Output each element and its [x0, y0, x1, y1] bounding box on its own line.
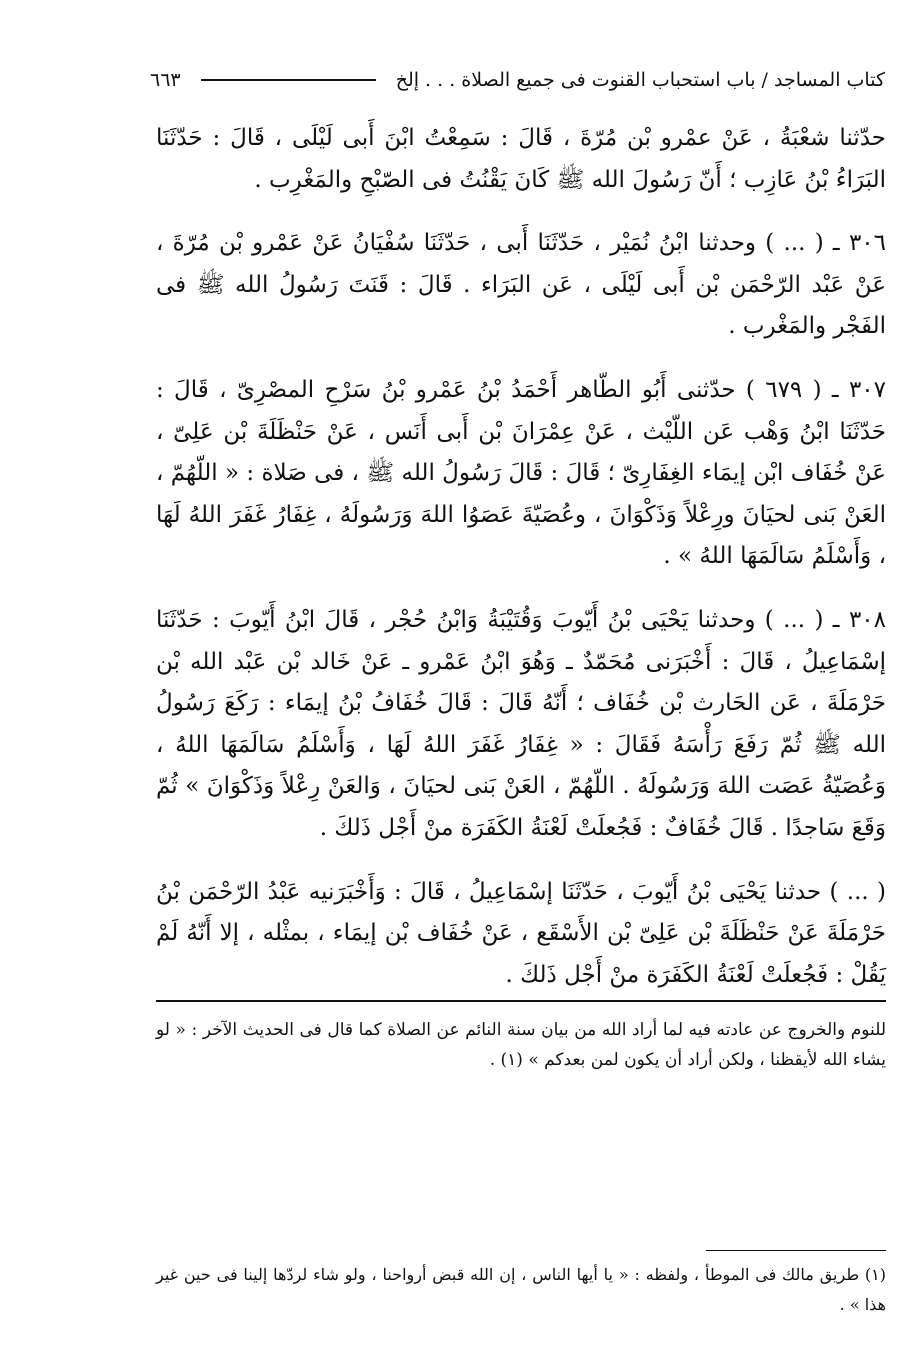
- hadith-308-variant: ( ... ) حدثنا يَحْيَى بْنُ أَيّوبَ ، حَدّثَنَا إسْمَاعِيلُ ، قَالَ : وَأَخْبَرَنيه عَبْدُ الرّحْمَن بْنُ حَرْمَلَةَ عَنْ حَنْظَلَةَ بْن عَلِىّ بْن الأَسْقَع ، عَنْ خُفَاف بْن إيمَاء ، بمثْله ، إلا أَنّهُ لَمْ يَقُلْ : فَجُعلَتْ لَعْنَةُ الكَفَرَة منْ أَجْل ذَلكَ .: [156, 878, 886, 988]
- commentary-divider: [156, 1000, 886, 1002]
- hadith-308: ٣٠٨ ـ ( ... ) وحدثنا يَحْيَى بْنُ أَيّوبَ وَقُتَيْبَةُ وَابْنُ حُجْر ، قَالَ ابْنُ أَيّوبَ : حَدّثَنَا إسْمَاعِيلُ ، قَالَ : أَخْبَرَنى مُحَمّدٌ ـ وَهُوَ ابْنُ عَمْرو ـ عَنْ خَالد بْن عَبْد الله بْن حَرْمَلَةَ ، عَن الحَارث بْن خُفَاف ؛ أَنّهُ قَالَ : قَالَ خُفَافُ بْنُ إيمَاء : رَكَعَ رَسُولُ الله ﷺ ثُمّ رَفَعَ رَأْسَهُ فَقَالَ : « غِفَارُ غَفَرَ اللهُ لَهَا ، وَأَسْلَمُ سَالَمَهَا اللهُ ، وَعُصَيّةُ عَصَت اللهَ وَرَسُولَهُ . اللّهُمّ ، العَنْ بَنى لحيَانَ ، وَالعَنْ رِعْلاً وَذَكْوَانَ » ثُمّ وَقَعَ سَاجدًا . قَالَ خُفَافٌ : فَجُعلَتْ لَعْنَةُ الكَفَرَة منْ أَجْل ذَلكَ .: [156, 606, 886, 841]
- hadith-307: ٣٠٧ ـ ( ٦٧٩ ) حدّثنى أَبُو الطّاهر أَحْمَدُ بْنُ عَمْرو بْنُ سَرْحِ المصْرِىّ ، قَالَ : حَدّثَنَا ابْنُ وَهْب عَن اللّيْث ، عَنْ عِمْرَانَ بْن أَبى أَنَس ، عَنْ حَنْظَلَةَ بْن عَلِىّ ، عَنْ خُفَاف ابْن إيمَاء الغِفَارِىّ ؛ قَالَ : قَالَ رَسُولُ الله ﷺ ، فى صَلاة : « اللّهُمّ ، العَنْ بَنى لحيَانَ ورِعْلاً وَذَكْوَانَ ، وعُصَيّةَ عَصَوُا اللهَ وَرَسُولَهُ ، غِفَارُ غَفَرَ اللهُ لَهَا ، وَأَسْلَمُ سَالَمَهَا اللهُ » .: [156, 376, 886, 570]
- commentary-text: للنوم والخروج عن عادته فيه لما أراد الله من بيان سنة النائم عن الصلاة كما قال فى الحديث الآخر : « لو يشاء الله لأيقظنا ، ولكن أراد أن يكون لمن بعدكم » (١) .: [156, 1020, 886, 1070]
- footnote-divider: [706, 1250, 886, 1251]
- paragraph-continuation: حدّثنا شعْبَةُ ، عَنْ عمْرو بْن مُرّةَ ، قَالَ : سَمِعْتُ ابْنَ أَبى لَيْلَى ، قَالَ : حَدّثَنَا البَرَاءُ بْنُ عَازِب ؛ أَنّ رَسُولَ الله ﷺ كَانَ يَقْنُتُ فى الصّبْحِ والمَغْرِب .: [156, 125, 886, 193]
- hadith-text: [156, 118, 886, 1018]
- hadith-306: ٣٠٦ ـ ( ... ) وحدثنا ابْنُ نُمَيْر ، حَدّثَنَا أَبى ، حَدّثَنَا سُفْيَانُ عَنْ عَمْرو بْن مُرّةَ ، عَنْ عَبْد الرّحْمَن بْن أَبى لَيْلَى ، عَن البَرَاء . قَالَ : قَنَتَ رَسُولُ الله ﷺ فى الفَجْر والمَغْرب .: [156, 230, 886, 340]
- running-head-title: كتاب المساجد / باب استحباب القنوت فى جميع الصلاة . . . إلخ: [395, 69, 885, 91]
- header-rule: [201, 79, 376, 81]
- page-number: ٦٦٣: [150, 69, 181, 91]
- footnote: (١) طريق مالك فى الموطأ ، ولفظه : « يا أيها الناس ، إن الله قبض أرواحنا ، ولو شاء لردّها إلينا فى حين غير هذا » .: [156, 1265, 886, 1314]
- running-head: [150, 62, 885, 98]
